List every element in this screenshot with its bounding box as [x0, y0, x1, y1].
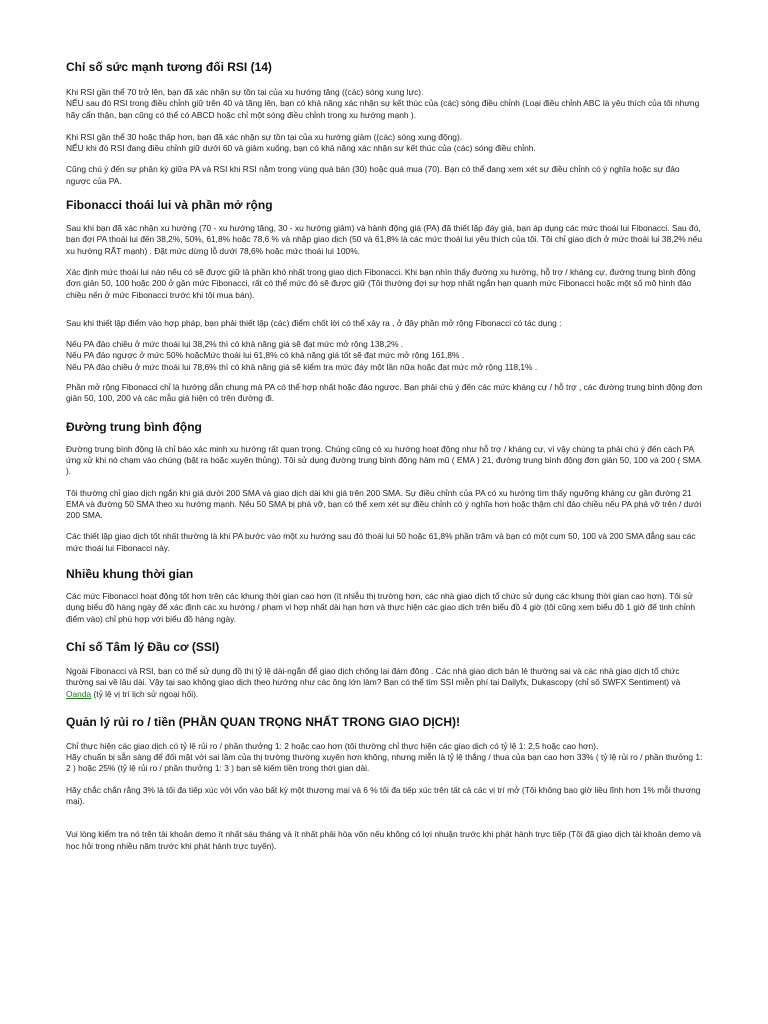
section-heading-ssi: Chỉ số Tâm lý Đầu cơ (SSI) — [66, 639, 220, 654]
moving-average-paragraph-2: Tôi thường chỉ giao dịch ngắn khi giá dưới 200 SMA và giao dịch dài khi giá trên 200 SMA. Sự điều chỉnh của PA có xu hướng tìm thấy ngưỡng kháng cự gần đường 21 EMA và đường 50 SMA theo xu hướng mạnh. Nếu 50 SMA bị phá vỡ, bạn có thể xem xét sự điều chỉnh có ý nghĩa hơn hoặc thậm chí đảo chiều nếu PA phá vỡ trên / dưới 200 SMA. — [66, 487, 702, 521]
oanda-link[interactable]: Oanda — [66, 688, 92, 699]
rsi-paragraph-2: Khi RSI gần thể 30 hoặc thấp hơn, bạn đã xác nhận sự tồn tại của xu hướng giảm ((các) sóng xung động). NẾU khi đó RSI đang điều chỉnh giữ dưới 60 và giảm xuống, bạn có khả năng xác nhận sự kết thúc của (các) sóng điều chỉnh. — [66, 131, 536, 154]
fibonacci-paragraph-3: Sau khi thiết lập điểm vào hợp pháp, bạn phải thiết lập (các) điểm chốt lời có thể xảy ra , ở đây phần mở rộng Fibonacci có tác dụng : — [66, 317, 562, 328]
ssi-paragraph-1 — [66, 666, 706, 700]
timeframes-paragraph-1: Các mức Fibonacci hoạt động tốt hơn trên các khung thời gian cao hơn (ít nhiễu thị trường hơn, các nhà giao dịch tổ chức sử dụng các khung thời gian cao hơn). Tôi sử dụng biểu đồ hàng ngày để xác định các xu hướng / phạm vi hợp nhất dài hạn hơn và thực hiện các giao dịch trên biểu đồ 4 giờ (tôi cũng xem biểu đồ 1 giờ để tinh chỉnh điểm vào) chỉ phù hợp với biểu đồ hàng ngày. — [66, 591, 696, 624]
rsi-paragraph-1: Khi RSI gần thể 70 trở lên, bạn đã xác nhận sự tồn tại của xu hướng tăng ((các) sóng xung lực). NẾU sau đó RSI trong điều chỉnh giữ trên 40 và tăng lên, bạn có khả năng xác nhận sự kết thúc của (các) sóng điều chỉnh (Loại điều chỉnh ABC là yêu thích của tôi nhưng hãy cẩn thận, bạn cũng có thể có ABCD hoặc chỉ một sóng điều chỉnh trong xu hướng mạnh ). — [66, 87, 700, 120]
section-heading-fibonacci: Fibonacci thoái lui và phần mở rộng — [66, 198, 273, 213]
fibonacci-paragraph-2: Xác định mức thoái lui nào nếu có sẽ được giữ là phần khó nhất trong giao dịch Fibonacci. Khi bạn nhìn thấy đường xu hướng, hỗ trợ / kháng cự, đường trung bình động đơn giản 50, 100 hoặc 200 ở gần mức Fibonacci, rất có thể mức đó sẽ được giữ (Tôi thường đợi sự hợp nhất ngắn hạn quanh mức Fibonacci hoặc một số mô hình đảo chiều nến ở mức Fibonacci trước khi tôi mua bán). — [66, 266, 696, 300]
moving-average-paragraph-3: Các thiết lập giao dịch tốt nhất thường là khi PA bước vào một xu hướng sau đó thoái lui 50 hoặc 61,8% phần trăm và bạn có một cụm 50, 100 và 200 SMA đẳng sau các mức thoái lui Fibonacci này. — [66, 531, 696, 553]
section-heading-rsi: Chỉ số sức mạnh tương đối RSI (14) — [66, 60, 272, 74]
fibonacci-paragraph-5: Phần mở rộng Fibonacci chỉ là hướng dẫn chung mà PA có thể hợp nhất hoặc đảo ngược. Bạn phải chú ý đến các mức kháng cự / hỗ trợ , các đường trung bình động đơn giản 50, 100, 200 và các mẫu giá hiện có trên đường đi. — [66, 382, 703, 404]
fibonacci-paragraph-4: Nếu PA đảo chiều ở mức thoái lui 38,2% thì có khả năng giá sẽ đạt mức mở rộng 138,2% . Nếu PA đảo ngược ở mức 50% hoặcMức thoái lui 61,8% có khả năng giá tốt sẽ đạt mức mở rộng 161,8% . Nếu PA đảo chiều ở mức thoái lui 78,6% thì có khả năng giá sẽ kiểm tra mức đáy một lần nữa hoặc đạt mức mở rộng 118,1% . — [66, 339, 538, 372]
section-heading-timeframes: Nhiều khung thời gian — [66, 567, 194, 582]
risk-paragraph-1: Chỉ thực hiện các giao dịch có tỷ lệ rủi ro / phần thưởng 1: 2 hoặc cao hơn (tôi thường chỉ thực hiện các giao dịch có tỷ lệ 1: 2,5 hoặc cao hơn). Hãy chuẩn bị sẵn sàng để đối mặt với sai lầm của thị trường thường xuyên hơn không, nhưng miễn là tỷ lệ thắng / thua của bạn cao hơn 33% ( tỷ lệ rủi ro / phần thưởng 1: 2 ) hoặc 25% (tỷ lệ rủi ro / phần thưởng 1: 3 ) bạn sẽ kiếm tiền trong thời gian dài. — [66, 740, 703, 774]
moving-average-paragraph-1: Đường trung bình động là chỉ báo xác minh xu hướng rất quan trọng. Chúng cũng có xu hướng hoạt động như hỗ trợ / kháng cự, vì vậy chúng ta phải chú ý đến cách PA ứng xử khi nó chạm vào chúng (bật ra hoặc xuyên thủng). Tôi sử dụng đường trung bình động hàm mũ ( EMA ) 21, đường trung bình động đơn giản 50, 100 và 200 ( SMA ). — [66, 443, 701, 477]
section-heading-moving-average: Đường trung bình động — [66, 419, 202, 434]
section-heading-risk-management: Quản lý rủi ro / tiền (PHẦN QUAN TRỌNG NHẤT TRONG GIAO DỊCH)! — [66, 714, 460, 729]
fibonacci-paragraph-1: Sau khi bạn đã xác nhận xu hướng (70 - xu hướng tăng, 30 - xu hướng giảm) và hành động giá (PA) đã thiết lập đáy giá, bạn áp dụng các mức thoái lui Fibonacci. Sau đó, bạn đợi PA thoái lui đến 38,2%, 50%, 61,8% hoặc 78,6 % và nhập giao dịch (50 và 61,8% là các mức thoái lui yêu thích của tôi. Tôi chỉ giao dịch ở mức thoái lui 38,2% nếu xu hướng RẤT mạnh) . Đặt mức dừng lỗ dưới 78,6% hoặc mức thoái lui 100%. — [66, 223, 702, 256]
risk-paragraph-3: Vui lòng kiểm tra nó trên tài khoản demo ít nhất sáu tháng và ít nhất phải hòa vốn nếu không có lợi nhuận trước khi phát hành trực tiếp (Tôi đã giao dịch tài khoản demo và học hỏi trong nhiều năm trước khi phát hành trực tuyến). — [66, 829, 702, 851]
document-page — [66, 56, 706, 852]
rsi-paragraph-3: Cũng chú ý đến sự phân kỳ giữa PA và RSI khi RSI nằm trong vùng quá bán (30) hoặc quá mua (70). Bạn có thể đang xem xét sự điều chỉnh có ý nghĩa hoặc sự đảo ngược của PA. — [66, 164, 680, 186]
ssi-paragraph-tail: (tỷ lệ vị trí lịch sử ngoại hối). — [91, 688, 199, 699]
risk-paragraph-2: Hãy chắc chắn rằng 3% là tối đa tiếp xúc với vốn vào bất kỳ một thương mại và 6 % tối đa tiếp xúc trên tất cả các vị trí mở (Tôi không bao giờ liều lĩnh hơn 1% mỗi thương mại). — [66, 784, 701, 806]
ssi-paragraph-text: Ngoài Fibonacci và RSI, bạn có thể sử dụng đồ thị tỷ lệ dài-ngắn để giao dịch chống lại đám đông . Các nhà giao dịch bán lẻ thường sai và các nhà giao dịch tổ chức thường sai về lâu dài. Vậy tại sao không giao dịch theo hướng như các ông lớn làm? Bạn có thể tìm SSI miễn phí tại Dailyfx, Dukascopy (chỉ số SWFX Sentiment) và — [66, 665, 681, 688]
